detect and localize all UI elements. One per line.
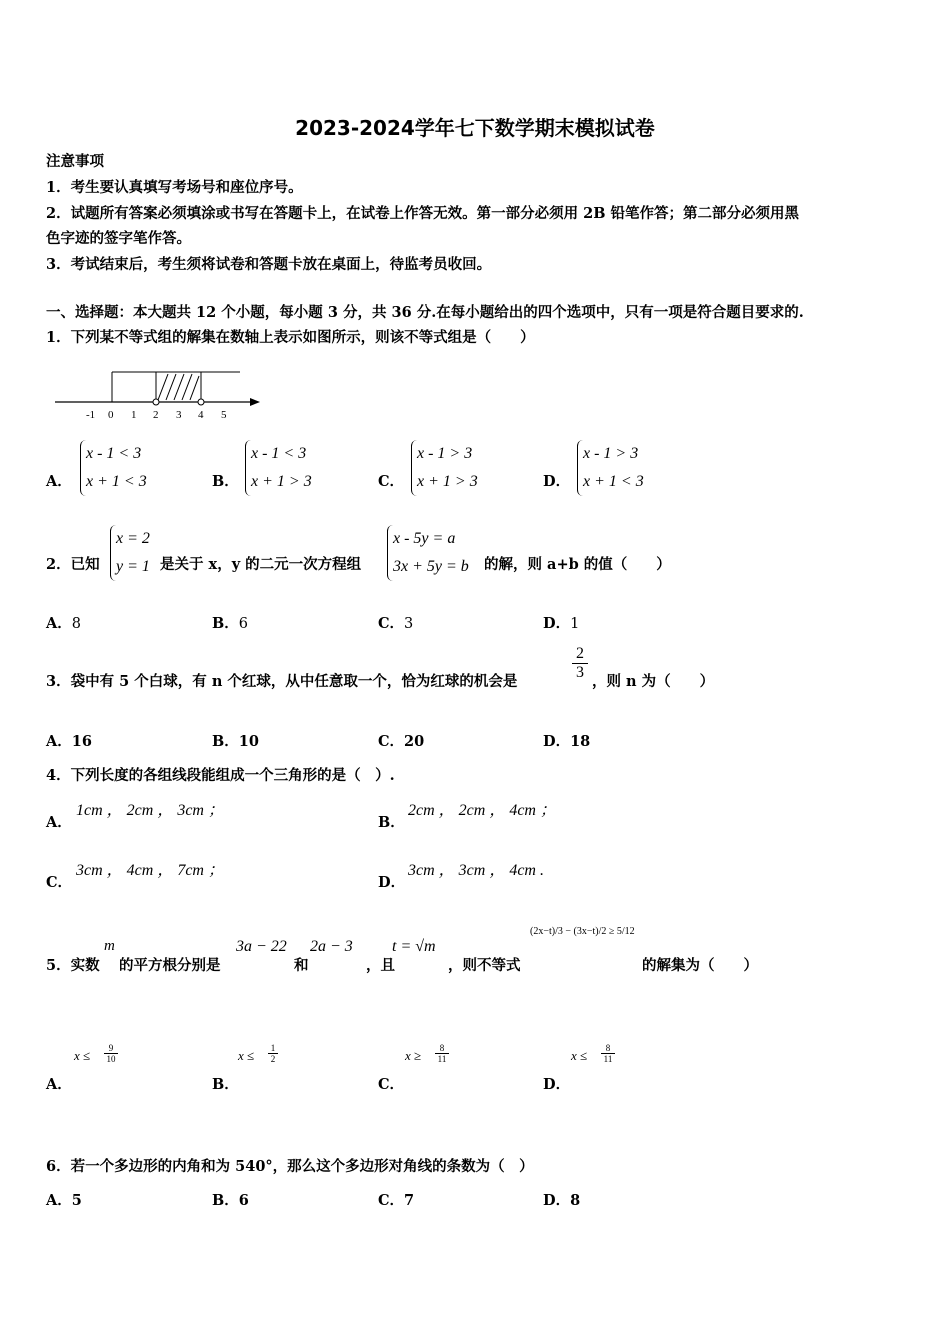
q5-expr-1: 3a − 22 [236, 938, 287, 955]
q5-option-a-label: A． [46, 1076, 72, 1093]
q5-inequality: (2x−t)/3 − (3x−t)/2 ≥ 5/12 [530, 926, 635, 937]
q5-option-d-rel: x ≤ [571, 1048, 588, 1063]
notice-item-1: 1．考生要认真填写考场号和座位序号。 [46, 179, 303, 196]
q5-option-c-frac: $\frac{8}{11}$ [435, 1043, 449, 1064]
q2-mid: 是关于 x，y 的二元一次方程组 [160, 556, 362, 573]
q1-option-c-system: x - 1 > 3 x + 1 > 3 [411, 440, 478, 496]
q4-option-c-label: C． [46, 874, 73, 891]
q5-option-d-label: D． [543, 1076, 571, 1093]
q2-option-c: C．3 [378, 615, 414, 632]
q2-equation-system: x - 5y = a 3x + 5y = b [387, 525, 469, 581]
q4-option-b-label: B． [378, 814, 405, 831]
q2-option-b: B．6 [212, 615, 248, 632]
q2-option-d: D．1 [543, 615, 580, 632]
tick-label: 4 [198, 409, 204, 421]
q1-option-a-system: x - 1 < 3 x + 1 < 3 [80, 440, 147, 496]
q4-option-d-text: 3cm ， 3cm ， 4cm . [408, 862, 544, 879]
q5-option-a-frac: $\frac{9}{10}$ [104, 1043, 118, 1064]
notice-heading: 注意事项 [46, 153, 104, 170]
q4-option-a-text: 1cm ， 2cm ， 3cm ； [76, 802, 224, 819]
tick-label: 2 [153, 409, 159, 421]
q5-and: 和 [294, 957, 309, 974]
notice-item-2: 2．试题所有答案必须填涂或书写在答题卡上，在试卷上作答无效。第一部分必须用 2B 铅笔作答；第二部分必须用黑 [46, 205, 800, 222]
q6-option-d: D．8 [543, 1192, 581, 1209]
notice-item-3: 3．考试结束后，考生须将试卷和答题卡放在桌面上，待监考员收回。 [46, 256, 492, 273]
q4-option-a-label: A． [46, 814, 72, 831]
q3-option-c: C．20 [378, 733, 425, 750]
q5-option-a-rel: x ≤ [74, 1048, 91, 1063]
q5-option-b-rel: x ≤ [238, 1048, 255, 1063]
q5-p3: ，则不等式 [448, 957, 521, 974]
q2-post: 的解，则 a+b 的值（ ） [484, 556, 671, 573]
q5-option-d-frac: $\frac{8}{11}$ [601, 1043, 615, 1064]
q3-option-b: B．10 [212, 733, 259, 750]
q5-p2: ，且 [366, 957, 395, 974]
q5-expr-3: t = √m [392, 938, 436, 955]
q1-option-d-label: D． [543, 473, 571, 490]
q2-option-a: A．8 [46, 615, 81, 632]
q4-option-b-text: 2cm ， 2cm ， 4cm ； [408, 802, 556, 819]
q1-stem: 1．下列某不等式组的解集在数轴上表示如图所示，则该不等式组是（ ） [46, 329, 535, 346]
page-title: 2023-2024学年七下数学期末模拟试卷 [295, 116, 655, 140]
q5-option-b-frac: $\frac{1}{2}$ [268, 1043, 278, 1064]
q6-stem: 6．若一个多边形的内角和为 540°，那么这个多边形对角线的条数为（ ） [46, 1158, 534, 1175]
notice-item-2-cont: 色字迹的签字笔作答。 [46, 230, 191, 247]
q5-p1: 的平方根分别是 [119, 957, 221, 974]
number-line-figure [50, 362, 265, 422]
q5-option-b-label: B． [212, 1076, 239, 1093]
q5-option-c-rel: x ≥ [405, 1048, 422, 1063]
q3-post: ，则 n 为（ ） [592, 673, 715, 690]
q2-pre: 2．已知 [46, 556, 100, 573]
q5-post: 的解集为（ ） [642, 957, 758, 974]
q3-pre: 3．袋中有 5 个白球，有 n 个红球，从中任意取一个，恰为红球的机会是 [46, 673, 518, 690]
q2-solution-system: x = 2 y = 1 [110, 525, 150, 581]
q1-option-c-label: C． [378, 473, 405, 490]
tick-label: 0 [108, 409, 114, 421]
tick-label: 3 [176, 409, 182, 421]
tick-label: 1 [131, 409, 137, 421]
tick-label: 5 [221, 409, 227, 421]
q1-option-a-label: A． [46, 473, 72, 490]
q1-option-b-label: B． [212, 473, 239, 490]
q4-option-c-text: 3cm ， 4cm ， 7cm ； [76, 862, 224, 879]
q1-option-d-system: x - 1 > 3 x + 1 < 3 [577, 440, 644, 496]
tick-label: -1 [86, 409, 96, 421]
q1-option-b-system: x - 1 < 3 x + 1 > 3 [245, 440, 312, 496]
q6-option-c: C．7 [378, 1192, 415, 1209]
q5-var-m: m [104, 938, 115, 954]
q3-option-d: D．18 [543, 733, 591, 750]
q5-pre: 5．实数 [46, 957, 100, 974]
q4-stem: 4．下列长度的各组线段能组成一个三角形的是（ ）. [46, 767, 395, 784]
q3-option-a: A．16 [46, 733, 92, 750]
q6-option-b: B．6 [212, 1192, 249, 1209]
q5-option-c-label: C． [378, 1076, 405, 1093]
section-heading: 一、选择题：本大题共 12 个小题，每小题 3 分，共 36 分.在每小题给出的四个选项中，只有一项是符合题目要求的. [46, 304, 804, 321]
q6-option-a: A．5 [46, 1192, 82, 1209]
q3-fraction: $\frac{2}{3}$ [572, 645, 588, 682]
q4-option-d-label: D． [378, 874, 406, 891]
q5-expr-2: 2a − 3 [310, 938, 353, 955]
